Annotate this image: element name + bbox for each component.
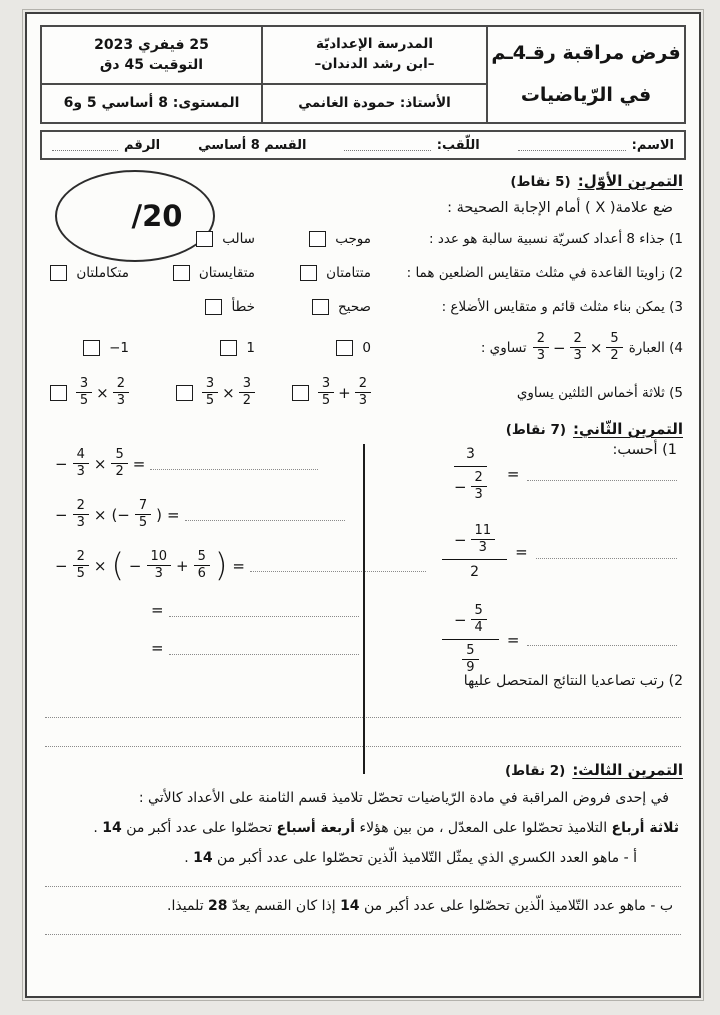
name-label: الاسم: xyxy=(631,137,674,153)
fraction-denominator: 4 xyxy=(474,620,483,636)
q5-option-times xyxy=(43,377,129,408)
fraction-numerator: 10 xyxy=(147,550,172,566)
fraction-numerator: 2 xyxy=(471,471,487,487)
question-1-row xyxy=(43,228,683,250)
level-label: المستوى: 8 أساسي 5 و6 xyxy=(63,95,240,112)
exercise3-question-b xyxy=(47,896,679,917)
fraction-denominator: 3 xyxy=(154,566,163,582)
level-cell xyxy=(42,85,261,122)
exercise2-question2: 2) رتب تصاعديا النتائج المتحصل عليها xyxy=(463,673,683,690)
option-label: متكاملتان xyxy=(76,265,129,281)
option-expression xyxy=(202,377,255,408)
minus-sign: − xyxy=(55,454,68,473)
q3-option-false xyxy=(129,299,255,315)
fraction-denominator: 3 xyxy=(116,393,125,409)
fraction xyxy=(471,604,487,635)
answer-line xyxy=(169,604,359,617)
fraction-numerator: 5 xyxy=(606,332,622,348)
calc-left-column xyxy=(43,438,432,677)
plus-operator: + xyxy=(176,556,189,575)
exam-date: 25 فيفري 2023 xyxy=(94,36,209,53)
complex-fraction xyxy=(442,524,507,580)
calc-c2-row xyxy=(442,524,677,580)
option-label: سالب xyxy=(222,231,255,247)
close-paren: ) xyxy=(214,545,228,584)
checkbox[interactable] xyxy=(312,299,329,315)
calc-continuation-row xyxy=(151,601,426,619)
question-5-text: 5) ثلاثة أخماس الثلثين يساوي xyxy=(516,384,683,401)
option-label: 1 xyxy=(246,339,255,356)
option-label: صحيح xyxy=(338,299,371,315)
fraction-denominator: 2 xyxy=(610,348,619,364)
checkbox[interactable] xyxy=(176,385,193,401)
fraction-in-words: أربعة أسباع xyxy=(276,820,356,837)
question-text: . xyxy=(184,850,194,867)
fraction-denominator: 2 xyxy=(115,464,124,480)
fraction-numerator: 4 xyxy=(73,448,89,464)
surname-label: اللّقب: xyxy=(436,137,480,153)
calc-e2-row xyxy=(55,499,426,530)
fraction-denominator: 5 xyxy=(205,393,215,409)
question-text: إذا كان القسم يعدّ xyxy=(227,898,341,915)
fraction-numerator: 7 xyxy=(135,499,151,515)
q4-option-one xyxy=(129,340,255,356)
question-4-text xyxy=(371,332,683,363)
option-label: 0 xyxy=(362,339,371,356)
q2-option-complementary xyxy=(43,265,129,281)
teacher-name: الأستاذ: حمودة الغانمي xyxy=(298,94,451,111)
answer-line xyxy=(169,642,359,655)
option-label: خطأ xyxy=(231,299,255,315)
answer-line xyxy=(527,468,677,481)
fraction-denominator: 3 xyxy=(573,348,582,364)
calc-right-column xyxy=(432,438,683,677)
statement-text: . xyxy=(93,820,103,837)
exercise2-section xyxy=(43,420,683,747)
equals-sign: = xyxy=(506,630,520,649)
question-text: ب - ماهو عدد التّلاميذ الّذين تحصّلوا على عدد أكبر من xyxy=(359,898,673,915)
number-label: الرقم xyxy=(124,137,161,153)
q5-option-times-inverse xyxy=(129,377,255,408)
checkbox[interactable] xyxy=(50,385,67,401)
fraction xyxy=(194,550,210,581)
fraction-denominator: 5 xyxy=(76,566,85,582)
option-label: −1 xyxy=(109,339,129,356)
fraction-denominator: 3 xyxy=(76,515,85,531)
q1-option-negative xyxy=(129,231,255,247)
statement-text: التلاميذ تحصّلوا على المعدّل ، من بين هؤلاء xyxy=(355,820,612,837)
equals-sign: = xyxy=(132,454,146,473)
exercise1-heading xyxy=(43,172,683,190)
name-answer-line xyxy=(518,139,626,151)
fraction-numerator: 5 xyxy=(462,644,478,660)
answer-line xyxy=(250,559,426,572)
statement-text: تحصّلوا على عدد أكبر من xyxy=(121,820,277,837)
fraction xyxy=(113,377,129,408)
checkbox[interactable] xyxy=(220,340,237,356)
open-paren: ( xyxy=(111,545,124,584)
class-label: القسم 8 أساسي xyxy=(198,137,307,153)
teacher-cell xyxy=(263,85,486,122)
header-table xyxy=(40,25,686,124)
minus-operator: − xyxy=(552,338,566,357)
numerator: 3 xyxy=(465,446,475,463)
complex-fraction xyxy=(442,604,499,675)
fraction-numerator: 5 xyxy=(111,448,127,464)
exam-duration: التوقيت 45 دق xyxy=(99,57,204,73)
question-2-row xyxy=(43,262,683,284)
minus-sign: − xyxy=(128,556,142,575)
exam-paper xyxy=(25,12,701,998)
school-name-line2: –ابن رشد الدندان– xyxy=(314,56,435,72)
fraction xyxy=(471,471,487,502)
fraction xyxy=(533,332,549,363)
checkbox[interactable] xyxy=(196,231,213,247)
fraction-denominator: 5 xyxy=(79,393,89,409)
date-time-cell xyxy=(42,27,261,83)
question-1-text: 1) جذاء 8 أعداد كسريّة نسبية سالبة هو عدد : xyxy=(428,231,683,247)
option-expression xyxy=(318,377,371,408)
answer-line xyxy=(45,885,681,887)
checkbox[interactable] xyxy=(336,340,353,356)
exercise1-title: التمرين الأوّل: xyxy=(577,172,683,190)
fraction xyxy=(318,377,334,408)
fraction-in-words: ثلاثة أرباع xyxy=(611,820,679,837)
fraction xyxy=(73,550,89,581)
answer-line xyxy=(150,457,318,470)
fraction-numerator: 2 xyxy=(355,377,371,393)
times-operator: × xyxy=(96,383,109,402)
times-operator: × xyxy=(93,556,107,575)
open-paren-minus: (− xyxy=(111,505,130,524)
option-label: متقايستان xyxy=(198,265,255,281)
compute-label: 1) أحسب: xyxy=(612,442,677,459)
q4-text-pre: 4) العبارة xyxy=(628,339,683,356)
fraction-denominator: 3 xyxy=(76,464,85,480)
question-4-row xyxy=(43,332,683,363)
denominator: 2 xyxy=(470,564,479,581)
exercise3-intro: في إحدى فروض المراقبة في مادة الرّياضيات تحصّل تلاميذ قسم الثامنة على الأعداد كالأتي : xyxy=(138,790,669,807)
fraction xyxy=(135,499,151,530)
exam-title-line2: في الرّياضيات xyxy=(520,83,652,106)
fraction xyxy=(570,332,586,363)
exercise1-instruction: ضع علامة( X ) أمام الإجابة الصحيحة : xyxy=(447,200,673,216)
equals-sign: = xyxy=(506,465,520,484)
answer-line xyxy=(527,633,677,646)
fraction-numerator: 2 xyxy=(73,499,89,515)
equals-sign: = xyxy=(515,543,528,562)
fraction-denominator: 2 xyxy=(242,393,251,409)
fraction-numerator: 11 xyxy=(471,524,496,540)
exercise2-title: التمرين الثّاني: xyxy=(573,420,683,439)
q4-text-post: تساوي : xyxy=(480,339,527,356)
times-operator: × xyxy=(93,454,107,473)
class-size-number: 28 xyxy=(208,898,228,915)
q1-option-positive xyxy=(255,231,371,247)
option-label: موجب xyxy=(335,231,371,247)
plus-operator: + xyxy=(338,383,351,402)
fraction-denominator: 3 xyxy=(478,540,487,556)
question-text: تلميذا. xyxy=(167,898,209,915)
fraction-denominator: 5 xyxy=(138,515,148,531)
exercise3-points: (2 نقاط) xyxy=(504,763,566,780)
fraction xyxy=(76,377,92,408)
equals-sign: = xyxy=(167,505,180,524)
exercise3-statement xyxy=(47,818,679,839)
checkbox[interactable] xyxy=(83,340,100,356)
fraction xyxy=(239,377,255,408)
question-2-text: 2) زاويتا القاعدة في مثلث متقايس الضلعين هما : xyxy=(406,265,683,281)
exercise3-section xyxy=(43,761,683,935)
equals-sign: = xyxy=(151,639,164,658)
q5-option-sum xyxy=(255,377,371,408)
fraction xyxy=(471,524,496,555)
checkbox[interactable] xyxy=(173,265,190,281)
fraction-denominator: 9 xyxy=(466,660,475,676)
fraction-denominator: 3 xyxy=(358,393,367,409)
q4-expression xyxy=(533,332,623,363)
column-divider-line xyxy=(363,444,365,774)
exercise3-title: التمرين الثالث: xyxy=(572,761,683,780)
minus-sign: − xyxy=(453,477,467,496)
fraction-numerator: 5 xyxy=(471,604,487,620)
surname-answer-line xyxy=(344,139,430,151)
student-identity-row xyxy=(40,130,686,160)
fraction-numerator: 3 xyxy=(202,377,218,393)
fraction xyxy=(202,377,218,408)
checkbox[interactable] xyxy=(205,299,222,315)
option-expression xyxy=(76,377,129,408)
number-answer-line xyxy=(52,139,118,151)
exercise1-points: (5 نقاط) xyxy=(510,174,571,190)
minus-sign: − xyxy=(55,556,68,575)
question-3-row xyxy=(43,296,683,318)
minus-sign: − xyxy=(453,530,467,549)
close-paren: ) xyxy=(156,505,162,524)
q2-option-equal xyxy=(129,265,255,281)
calc-continuation-row xyxy=(151,639,426,657)
fraction-denominator: 3 xyxy=(474,487,483,503)
minus-sign: − xyxy=(453,610,467,629)
exam-title-line1: فرض مراقبة رقـ4ـم xyxy=(491,41,681,64)
calc-e3-row xyxy=(55,545,426,584)
exercise2-heading xyxy=(43,420,683,438)
fraction xyxy=(606,332,622,363)
fraction-numerator: 3 xyxy=(318,377,334,393)
answer-line xyxy=(45,933,681,935)
answer-line xyxy=(536,546,677,559)
calc-e1-row xyxy=(55,448,426,479)
q4-option-minus-one xyxy=(43,340,129,356)
threshold-number: 14 xyxy=(193,850,213,867)
complex-fraction xyxy=(442,446,499,502)
option-label: متتامتان xyxy=(326,265,371,281)
checkbox[interactable] xyxy=(309,231,326,247)
score-out-of-20: /20 xyxy=(131,199,183,233)
times-operator: × xyxy=(93,505,107,524)
q3-option-true xyxy=(255,299,371,315)
q2-option-supplementary xyxy=(255,265,371,281)
calc-c3-row xyxy=(442,604,677,675)
fraction-denominator: 6 xyxy=(197,566,206,582)
times-operator: × xyxy=(589,338,603,357)
threshold-number: 14 xyxy=(102,820,122,837)
fraction-numerator: 3 xyxy=(239,377,255,393)
fraction xyxy=(73,499,89,530)
fraction-denominator: 5 xyxy=(321,393,331,409)
school-name-cell xyxy=(263,27,486,83)
fraction-numerator: 2 xyxy=(73,550,89,566)
fraction-numerator: 2 xyxy=(533,332,549,348)
fraction xyxy=(73,448,89,479)
threshold-number: 14 xyxy=(340,898,360,915)
fraction xyxy=(147,550,172,581)
fraction-numerator: 5 xyxy=(194,550,210,566)
exercise3-question-a xyxy=(47,848,679,869)
question-3-text: 3) يمكن بناء مثلث قائم و متقايس الأضلاع : xyxy=(441,299,683,315)
question-text: أ - ماهو العدد الكسري الذي يمثّل التّلاميذ الّذين تحصّلوا على عدد أكبر من xyxy=(212,850,637,867)
fraction-numerator: 2 xyxy=(570,332,586,348)
checkbox[interactable] xyxy=(50,265,67,281)
q4-option-zero xyxy=(255,340,371,356)
minus-sign: − xyxy=(55,505,68,524)
fraction-denominator: 3 xyxy=(536,348,545,364)
fraction-numerator: 2 xyxy=(113,377,129,393)
equals-sign: = xyxy=(232,556,245,575)
fraction xyxy=(111,448,127,479)
school-name-line1: المدرسة الإعداديّة xyxy=(316,36,433,53)
checkbox[interactable] xyxy=(292,385,309,401)
equals-sign: = xyxy=(151,601,164,620)
exam-title-cell xyxy=(488,27,684,122)
fraction xyxy=(355,377,371,408)
times-operator: × xyxy=(222,383,235,402)
exam-body xyxy=(27,160,699,935)
question-5-row xyxy=(43,377,683,408)
checkbox[interactable] xyxy=(300,265,317,281)
exercise2-points: (7 نقاط) xyxy=(505,422,567,439)
fraction-numerator: 3 xyxy=(76,377,92,393)
answer-line xyxy=(185,508,345,521)
fraction xyxy=(462,644,478,675)
